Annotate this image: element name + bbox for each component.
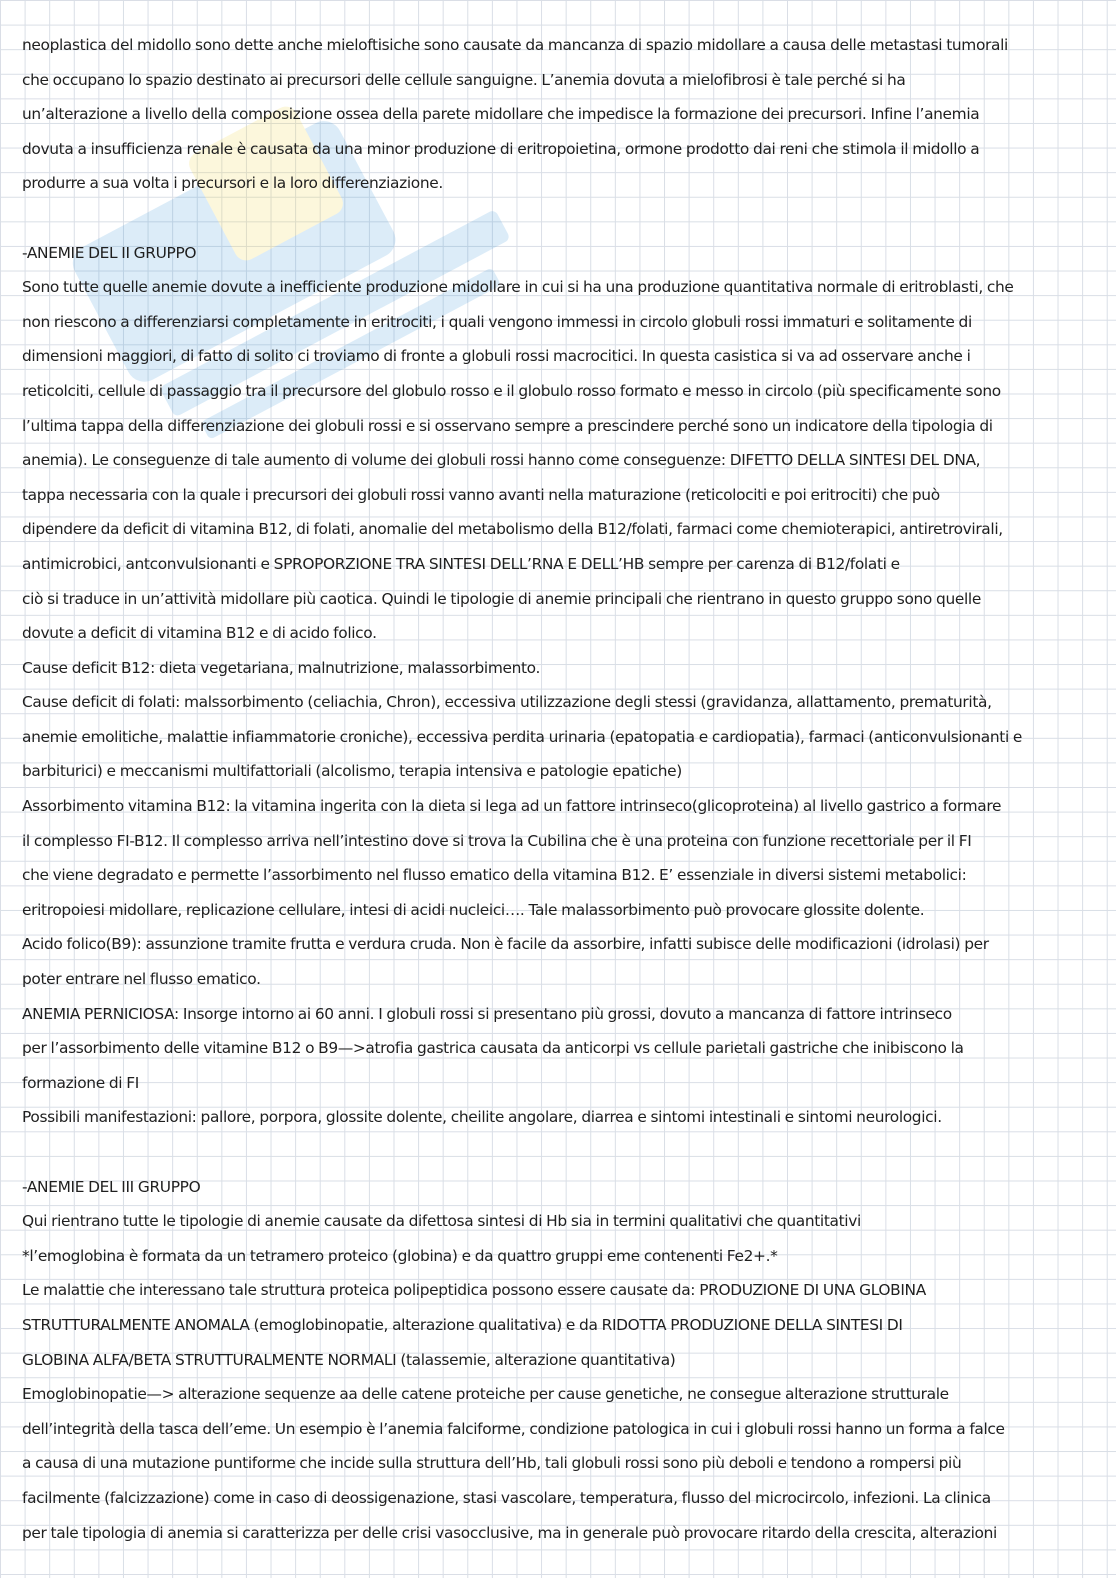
text-line: che occupano lo spazio destinato ai precursori delle cellule sanguigne. L’anemia dovuta a mielofibrosi è tale perché si ha [22,70,906,89]
text-line: Possibili manifestazioni: pallore, porpora, glossite dolente, cheilite angolare, diarrea e sintomi intestinali e sintomi neurologici. [22,1108,942,1127]
text-line: il complesso FI-B12. Il complesso arriva nell’intestino dove si trova la Cubilina che è una proteina con funzione recettoriale per il FI [22,831,972,850]
text-line: per tale tipologia di anemia si caratterizza per delle crisi vasocclusive, ma in generale può provocare ritardo della crescita, alterazioni [22,1523,997,1542]
text-line: Acido folico(B9): assunzione tramite frutta e verdura cruda. Non è facile da assorbire, infatti subisce delle modificazioni (idrolasi) per [22,935,989,954]
text-line: produrre a sua volta i precursori e la loro differenziazione. [22,174,443,193]
text-line: Assorbimento vitamina B12: la vitamina ingerita con la dieta si lega ad un fattore intrinseco(glicoproteina) al livello gastrico a formare [22,797,1002,816]
section-heading: -ANEMIE DEL III GRUPPO [22,1177,201,1196]
text-line: neoplastica del midollo sono dette anche mieloftisiche sono causate da mancanza di spazio midollare a causa delle metastasi tumorali [22,36,1008,54]
text-line: tappa necessaria con la quale i precursori dei globuli rossi vanno avanti nella maturazione (reticolociti e poi eritrociti) che può [22,485,940,504]
section-heading: -ANEMIE DEL II GRUPPO [22,243,197,262]
text-line: antimicrobici, antconvulsionanti e SPROPORZIONE TRA SINTESI DELL’RNA E DELL’HB sempre per carenza di B12/folati e [22,554,900,573]
text-line: dipendere da deficit di vitamina B12, di folati, anomalie del metabolismo della B12/folati, farmaci come chemioterapici, antiretrovirali, [22,520,1003,539]
text-line: per l’assorbimento delle vitamine B12 o B9—>atrofia gastrica causata da anticorpi vs cellule parietali gastriche che inibiscono la [22,1039,964,1058]
text-line: anemie emolitiche, malattie infiammatorie croniche), eccessiva perdita urinaria (epatopatia e cardiopatia), farmaci (anticonvulsionanti e [22,727,1023,746]
text-line: STRUTTURALMENTE ANOMALA (emoglobinopatie, alterazione qualitativa) e da RIDOTTA PRODUZIONE DELLA SINTESI DI [22,1315,903,1334]
blank-line [22,201,1088,236]
text-line: dell’integrità della tasca dell’eme. Un esempio è l’anemia falciforme, condizione patologica in cui i globuli rossi hanno un forma a falce [22,1419,1005,1438]
text-line: Cause deficit B12: dieta vegetariana, malnutrizione, malassorbimento. [22,658,541,677]
text-line: a causa di una mutazione puntiforme che incide sulla struttura dell’Hb, tali globuli rossi sono più deboli e tendono a rompersi più [22,1454,962,1473]
text-line: che viene degradato e permette l’assorbimento nel flusso ematico della vitamina B12. E’ essenziale in diversi sistemi metabolici: [22,866,967,885]
text-line: Le malattie che interessano tale struttura proteica polipeptidica possono essere causate da: PRODUZIONE DI UNA GLOBINA [22,1281,926,1300]
text-line: Emoglobinopatie—> alterazione sequenze aa delle catene proteiche per cause genetiche, ne consegue alterazione strutturale [22,1385,949,1404]
text-line: Cause deficit di folati: malssorbimento (celiachia, Chron), eccessiva utilizzazione degli stessi (gravidanza, allattamento, prematurità, [22,693,992,712]
text-line: GLOBINA ALFA/BETA STRUTTURALMENTE NORMALI (talassemie, alterazione quantitativa) [22,1350,676,1369]
text-line: non riescono a differenziarsi completamente in eritrociti, i quali vengono immessi in circolo globuli rossi immaturi e solitamente di [22,312,972,331]
text-line: eritropoiesi midollare, replicazione cellulare, intesi di acidi nucleici…. Tale malassorbimento può provocare glossite dolente. [22,900,925,919]
text-line: dovute a deficit di vitamina B12 e di acido folico. [22,624,377,643]
text-line: Sono tutte quelle anemie dovute a inefficiente produzione midollare in cui si ha una produzione quantitativa normale di eritroblasti, che [22,278,1014,297]
text-line: dovuta a insufficienza renale è causata da una minor produzione di eritropoietina, ormone prodotto dai reni che stimola il midollo a [22,139,980,158]
blank-line [22,1135,1088,1170]
text-line: un’alterazione a livello della composizione ossea della parete midollare che impedisce la formazione dei precursori. Infine l’anemia [22,105,980,124]
text-line: poter entrare nel flusso ematico. [22,970,261,989]
text-line: l’ultima tappa della differenziazione dei globuli rossi e si osservano sempre a prescindere perché sono un indicatore della tipologia di [22,416,993,435]
text-line: anemia). Le conseguenze di tale aumento di volume dei globuli rossi hanno come conseguenze: DIFETTO DELLA SINTESI DEL DNA, [22,451,981,470]
text-line: reticolciti, cellule di passaggio tra il precursore del globulo rosso e il globulo rosso formato e messo in circolo (più specificamente sono [22,381,1001,400]
text-line: dimensioni maggiori, di fatto di solito ci troviamo di fronte a globuli rossi macrocitici. In questa casistica si va ad osservare anche i [22,347,971,366]
text-line: formazione di FI [22,1073,139,1092]
document-body [22,28,1088,1550]
text-line: ANEMIA PERNICIOSA: Insorge intorno ai 60 anni. I globuli rossi si presentano più grossi, dovuto a mancanza di fattore intrinseco [22,1004,952,1023]
text-line: facilmente (falcizzazione) come in caso di deossigenazione, stasi vascolare, temperatura, flusso del microcircolo, infezioni. La clinica [22,1488,991,1507]
text-line: *l’emoglobina è formata da un tetramero proteico (globina) e da quattro gruppi eme contenenti Fe2+.* [22,1246,778,1265]
text-line: Qui rientrano tutte le tipologie di anemie causate da difettosa sintesi di Hb sia in termini qualitativi che quantitativi [22,1212,861,1231]
text-line: ciò si traduce in un’attività midollare più caotica. Quindi le tipologie di anemie principali che rientrano in questo gruppo sono quelle [22,589,981,608]
text-line: barbiturici) e meccanismi multifattoriali (alcolismo, terapia intensiva e patologie epatiche) [22,762,682,781]
